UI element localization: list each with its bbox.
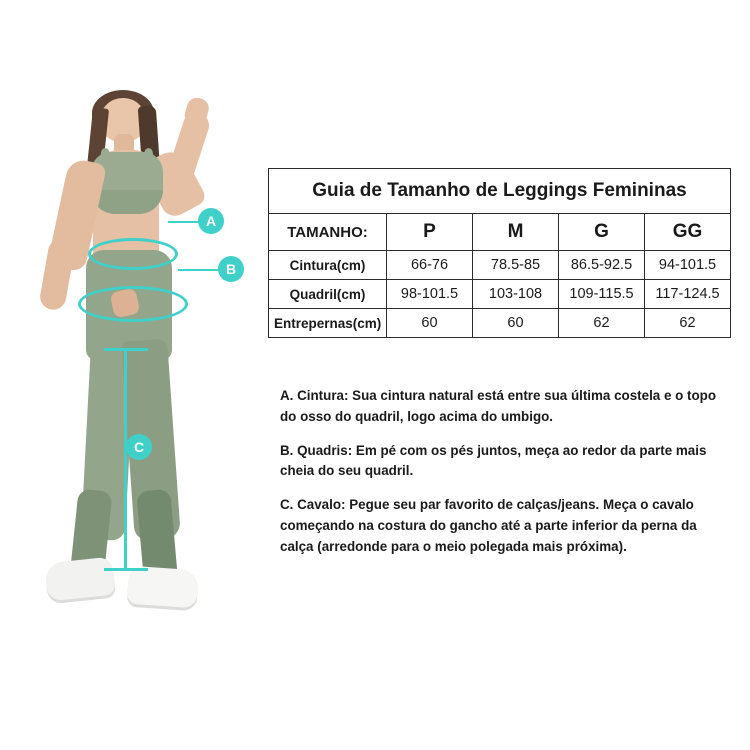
inseam-g: 62 [559, 309, 645, 338]
note-hips-text: Em pé com os pés juntos, meça ao redor da parte mais cheia do seu quadril. [280, 442, 707, 479]
hip-p: 98-101.5 [387, 280, 473, 309]
note-inseam [280, 495, 732, 557]
hip-measure-ring [78, 286, 188, 322]
waist-gg: 94-101.5 [645, 251, 731, 280]
row-label-inseam: Entrepernas(cm) [269, 309, 387, 338]
note-waist-key: A. Cintura: [280, 388, 349, 403]
table-title: Guia de Tamanho de Leggings Femininas [269, 169, 731, 214]
hip-gg: 117-124.5 [645, 280, 731, 309]
size-header-g: G [559, 214, 645, 251]
hip-m: 103-108 [473, 280, 559, 309]
row-label-waist: Cintura(cm) [269, 251, 387, 280]
waist-p: 66-76 [387, 251, 473, 280]
shoe-right [127, 566, 199, 609]
table-row [269, 251, 731, 280]
inseam-cap-bottom [104, 568, 148, 571]
note-inseam-key: C. Cavalo: [280, 497, 346, 513]
size-header-p: P [387, 214, 473, 251]
size-header-gg: GG [645, 214, 731, 251]
table-header-row [269, 214, 731, 251]
note-waist-text: Sua cintura natural está entre sua última costela e o topo do osso do quadril, logo acima do umbigo. [280, 388, 717, 424]
marker-c: C [126, 434, 152, 460]
inseam-gg: 62 [645, 309, 731, 338]
hip-leader-line [178, 269, 220, 271]
inseam-measure-line [124, 348, 127, 570]
table-row [269, 280, 731, 309]
table-title-row [269, 169, 731, 214]
waist-g: 86.5-92.5 [559, 251, 645, 280]
size-table [268, 168, 731, 338]
header-label: TAMANHO: [269, 214, 387, 251]
inseam-m: 60 [473, 309, 559, 338]
marker-a: A [198, 208, 224, 234]
waist-measure-ring [88, 238, 178, 270]
measurement-notes [280, 386, 732, 570]
note-inseam-text: Pegue seu par favorito de calças/jeans. Meça o cavalo começando na costura do gancho até a parte inferior da perna da calça (arredonde para o meio polegada mais próxima). [280, 497, 697, 554]
marker-b: B [218, 256, 244, 282]
row-label-hip: Quadril(cm) [269, 280, 387, 309]
shoe-left [44, 557, 116, 602]
size-header-m: M [473, 214, 559, 251]
model-illustration [0, 90, 262, 680]
hip-g: 109-115.5 [559, 280, 645, 309]
forearm-left [38, 238, 76, 311]
note-hips-key: B. Quadris: [280, 442, 353, 458]
note-hips [280, 441, 732, 483]
waist-m: 78.5-85 [473, 251, 559, 280]
inseam-p: 60 [387, 309, 473, 338]
note-waist [280, 386, 732, 428]
size-table-container [268, 168, 730, 338]
table-row [269, 309, 731, 338]
waist-leader-line [168, 221, 200, 223]
